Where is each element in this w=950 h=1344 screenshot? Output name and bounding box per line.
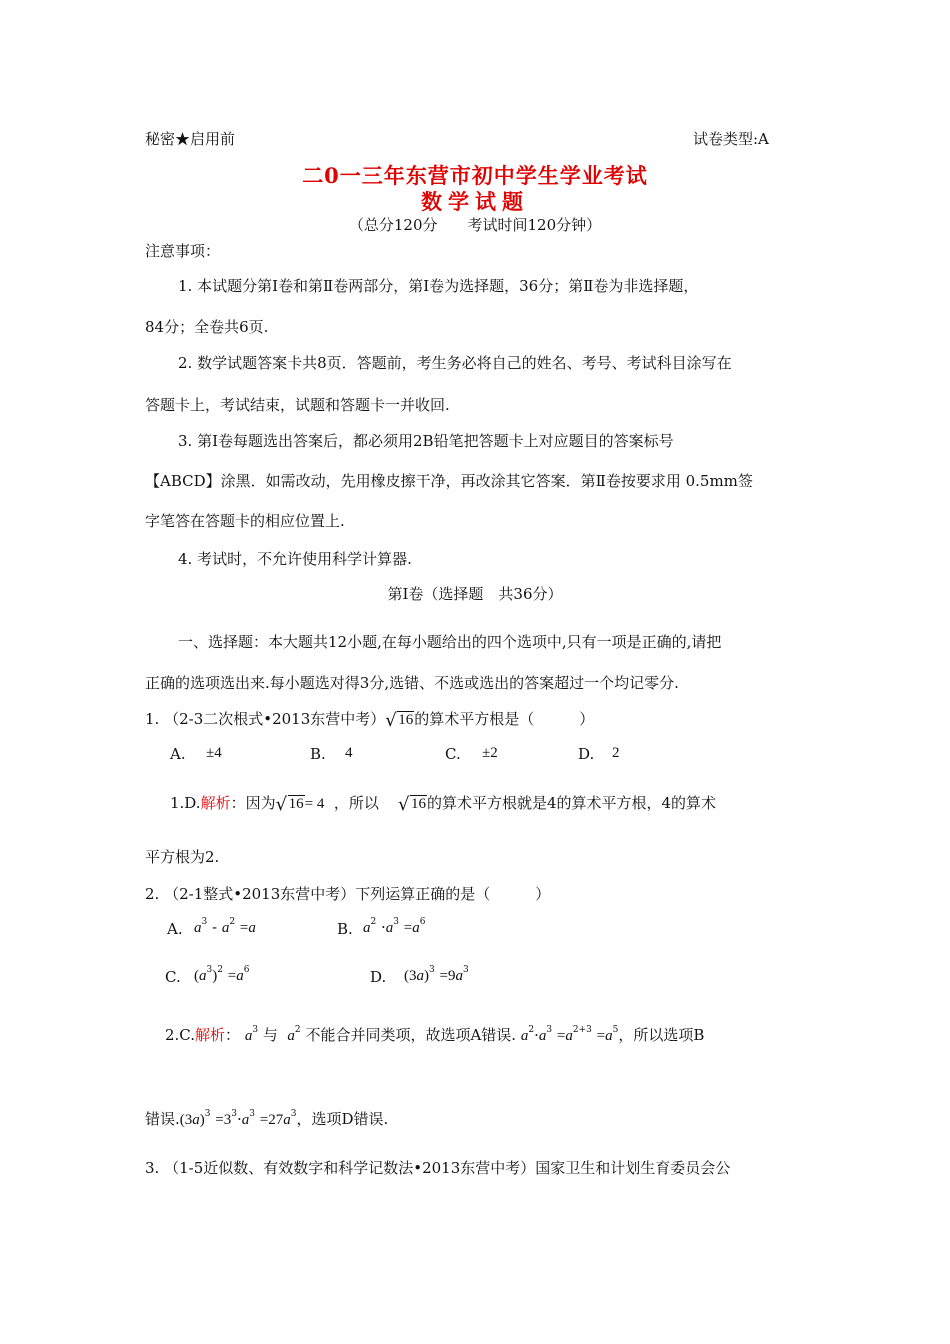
question-1-suffix: 的算术平方根是（ ） (414, 710, 595, 728)
q1-option-d: 2 (612, 745, 620, 761)
q1-option-c: ±2 (482, 745, 498, 761)
q2-option-d-label: D. (370, 968, 387, 986)
question-1-solution-cont: 平方根为2. (145, 848, 220, 866)
q1-option-c-label: C. (445, 745, 461, 763)
sqrt-16 (385, 712, 414, 729)
q2-option-a-label: A. (167, 920, 183, 938)
exam-subject-title: 数学试题 (421, 189, 529, 214)
exam-subtitle: （总分120分 考试时间120分钟） (348, 216, 602, 234)
paper-type-label: 试卷类型:A (693, 130, 769, 148)
q1-option-a: ±4 (206, 745, 222, 761)
question-2-solution-cont: 错误$.(3a)^3 =3^3\cdot a^3 =27a^3$，选项D错误. (145, 1109, 389, 1128)
sol-text: ，选项D错误. (296, 1110, 389, 1128)
sol-text: ，所以 (333, 794, 379, 812)
secret-label: 秘密★启用前 (145, 130, 236, 148)
sol-text: 与 (262, 1026, 278, 1044)
q2-option-b-formula: $a^2 \cdot a^3 =a^6$ (363, 917, 426, 936)
q2-option-a-formula: $a^3 - a^2 =a$ (194, 917, 256, 936)
q1-option-d-label: D. (578, 745, 595, 763)
q1-option-b: 4 (345, 745, 353, 761)
radicand: 16 (410, 796, 426, 812)
question-1-stem (145, 708, 594, 729)
q2-option-d-formula: $(3a)^3 =9a^3$ (404, 965, 469, 984)
sqrt-16 (398, 796, 427, 813)
sol-prefix: 2.C. (165, 1026, 196, 1044)
sol-text: ：因为 (230, 794, 276, 812)
radicand: 16 (398, 712, 414, 728)
section-intro-line2: 正确的选项选出来.每小题选对得3分,选错、不选或选出的答案超过一个均记零分. (145, 674, 679, 692)
solution-label: 解析 (195, 1026, 226, 1044)
notice-item3-line3: 字笔答在答题卡的相应位置上. (145, 512, 345, 530)
question-2-stem: 2. （2-1整式•2013东营中考）下列运算正确的是（ ） (145, 885, 551, 903)
q2-option-c-formula: $(a^3)^2 =a^6$ (194, 965, 250, 984)
question-1-solution (170, 792, 716, 813)
notice-item2-line1: 2. 数学试题答案卡共8页．答题前，考生务必将自己的姓名、考号、考试科目涂写在 (178, 354, 732, 372)
q2-option-c-label: C. (165, 968, 181, 986)
sol-text: 不能合并同类项，故选项A错误. (305, 1026, 517, 1044)
notice-item1-line1: 1. 本试题分第Ⅰ卷和第Ⅱ卷两部分，第Ⅰ卷为选择题，36分；第Ⅱ卷为非选择题， (178, 277, 699, 295)
notice-item4: 4. 考试时，不允许使用科学计算器. (178, 550, 412, 568)
q1-option-b-label: B. (310, 745, 326, 763)
sol-equation: = 4 (304, 796, 325, 812)
question-3-stem: 3. （1-5近似数、有效数字和科学记数法•2013东营中考）国家卫生和计划生育委员会公 (145, 1159, 731, 1177)
q2-option-b-label: B. (337, 920, 353, 938)
solution-label: 解析 (200, 794, 231, 812)
section-heading: 第Ⅰ卷（选择题 共36分） (387, 585, 563, 603)
exam-title: 二0一三年东营市初中学生学业考试 (302, 163, 648, 188)
notice-item1-line2: 84分；全卷共6页. (145, 318, 269, 336)
sol-prefix: 1.D. (170, 794, 201, 812)
sol-text: ，所以选项B (618, 1026, 705, 1044)
sol-text: 的算术平方根就是4的算术平方根，4的算术 (426, 794, 717, 812)
question-1-prefix: 1. （2-3二次根式•2013东营中考） (145, 710, 386, 728)
notice-item3-line1: 3. 第Ⅰ卷每题选出答案后，都必须用2B铅笔把答题卡上对应题目的答案标号 (178, 432, 674, 450)
q1-option-a-label: A. (170, 745, 186, 763)
sol-text: 错误. (145, 1110, 180, 1128)
section-intro-line1: 一、选择题：本大题共12小题,在每小题给出的四个选项中,只有一项是正确的,请把 (178, 633, 722, 651)
radicand: 16 (288, 796, 304, 812)
notice-item3-line2: 【ABCD】涂黑．如需改动，先用橡皮擦干净，再改涂其它答案．第Ⅱ卷按要求用 0.5mm签 (145, 472, 753, 490)
question-2-solution: 2.C.解析： $a^3$ 与 $a^2$ 不能合并同类项，故选项A错误. $a^2\cdot a^3 =a^{2+3} =a^5$，所以选项B (165, 1025, 705, 1044)
notice-heading: 注意事项： (145, 242, 221, 260)
notice-item2-line2: 答题卡上，考试结束，试题和答题卡一并收回. (145, 396, 450, 414)
sol-text: ： (225, 1026, 241, 1044)
sqrt-16 (276, 796, 305, 813)
